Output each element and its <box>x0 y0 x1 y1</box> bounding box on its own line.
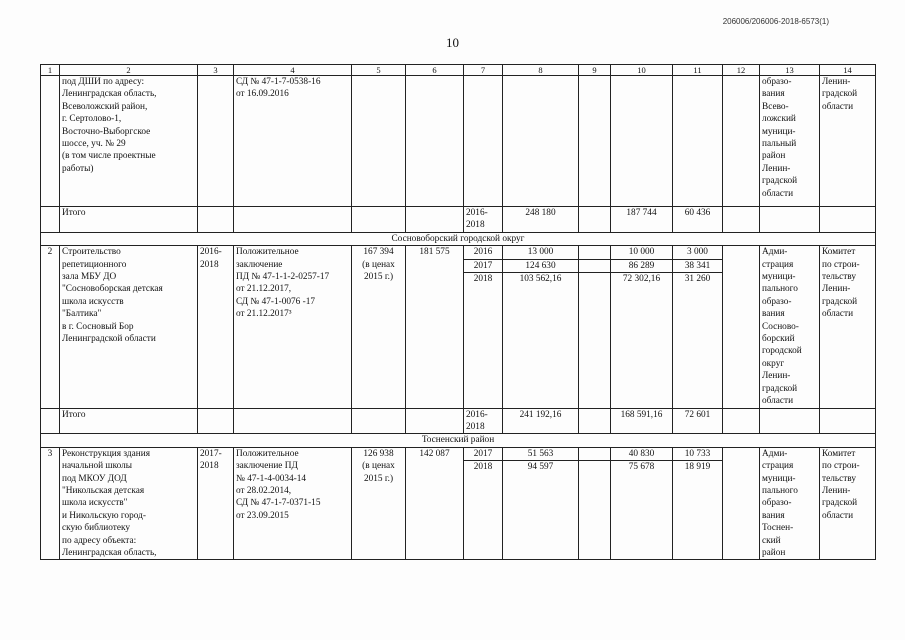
total-amount: 241 192,16 <box>503 408 579 434</box>
investment-table <box>40 64 876 560</box>
year-cell: 2018 <box>464 272 503 285</box>
row-number: 2 <box>41 246 60 408</box>
col-header: 10 <box>611 65 673 76</box>
total-years: 2016- 2018 <box>464 408 503 434</box>
local-cell: 38 341 <box>673 259 723 272</box>
local-cell: 31 260 <box>673 272 723 285</box>
col-header: 14 <box>820 65 876 76</box>
col-header: 13 <box>760 65 820 76</box>
col-header: 2 <box>60 65 198 76</box>
row-number: 3 <box>41 447 60 560</box>
expertise-conclusion: СД № 47-1-7-0538-16 от 16.09.2016 <box>234 76 352 207</box>
local-cell: 18 919 <box>673 460 723 473</box>
col-header: 12 <box>723 65 760 76</box>
section-heading: Сосновоборский городской округ <box>41 232 876 245</box>
amount-cell: 94 597 <box>503 460 579 473</box>
year-cell: 2018 <box>464 460 503 473</box>
col-header: 8 <box>503 65 579 76</box>
page-number: 10 <box>446 35 459 50</box>
expertise-conclusion: Положительное заключение ПД № 47-1-4-0034-14 от 28.02.2014, СД № 47-1-7-0371-15 от 23.09.2015 <box>234 447 352 560</box>
amount-cell: 51 563 <box>527 448 554 459</box>
total-row <box>41 207 876 233</box>
regional-cell: 86 289 <box>611 259 673 272</box>
table-row <box>41 447 876 560</box>
construction-period: 2017- 2018 <box>198 447 234 560</box>
regional-cell: 72 302,16 <box>611 272 673 285</box>
customer-cell: образо- вания Всево- ложский муници- пальный район Ленин- градской области <box>760 76 820 207</box>
amount-cell: 103 562,16 <box>503 272 579 285</box>
estimated-cost: 167 394 (в ценах 2015 г.) <box>352 246 406 408</box>
customer-cell: Адми- страция муници- пального образо- вания Тоснен- ский район <box>760 447 820 560</box>
current-cost: 142 087 <box>406 447 464 560</box>
expertise-conclusion: Положительное заключение ПД № 47-1-1-2-0257-17 от 21.12.2017, СД № 47-1-0076 -17 от 21.12.2017³ <box>234 246 352 408</box>
object-description: Строительство репетиционного зала МБУ ДО "Сосновоборская детская школа искусств "Балтика" в г. Сосновый Бор Ленинградской области <box>60 246 198 408</box>
object-description: под ДШИ по адресу: Ленинградская область, Всеволожский район, г. Сертолово-1, Восточно-Выборгское шоссе, уч. № 29 (в том числе проектные работы) <box>60 76 198 207</box>
table-row <box>41 76 876 207</box>
year-cell: 2016 <box>473 247 493 258</box>
table-row <box>41 246 876 408</box>
customer-cell: Адми- страция муници- пального образо- вания Сосново- борский городской округ Ленин- градской области <box>760 246 820 408</box>
estimated-cost: 126 938 (в ценах 2015 г.) <box>352 447 406 560</box>
total-row <box>41 408 876 434</box>
local-cell: 10 733 <box>684 448 711 459</box>
col-header: 3 <box>198 65 234 76</box>
col-header: 9 <box>579 65 611 76</box>
column-number-row <box>41 65 876 76</box>
col-header: 5 <box>352 65 406 76</box>
col-header: 11 <box>673 65 723 76</box>
col-header: 6 <box>406 65 464 76</box>
section-heading: Тосненский район <box>41 434 876 447</box>
col-header: 7 <box>464 65 503 76</box>
amount-cell: 13 000 <box>527 247 554 258</box>
total-amount: 248 180 <box>503 207 579 233</box>
total-label: Итого <box>60 408 198 434</box>
year-cell: 2017 <box>473 448 493 459</box>
section-row <box>41 232 876 245</box>
total-label: Итого <box>60 207 198 233</box>
responsible-cell: Комитет по строи- тельству Ленин- градской области <box>820 447 876 560</box>
amount-cell: 124 630 <box>503 259 579 272</box>
total-local: 60 436 <box>673 207 723 233</box>
col-header: 1 <box>41 65 60 76</box>
regional-cell: 10 000 <box>628 247 655 258</box>
responsible-cell: Комитет по строи- тельству Ленин- градской области <box>820 246 876 408</box>
col-header: 4 <box>234 65 352 76</box>
year-cell: 2017 <box>464 259 503 272</box>
regional-cell: 40 830 <box>628 448 655 459</box>
total-regional: 187 744 <box>611 207 673 233</box>
local-cell: 3 000 <box>687 247 708 258</box>
object-description: Реконструкция здания начальной школы под МКОУ ДОД "Никольская детская школа искусств" и Никольскую город- скую библиотеку по адресу объекта: Ленинградская область, <box>60 447 198 560</box>
total-local: 72 601 <box>673 408 723 434</box>
section-row <box>41 434 876 447</box>
regional-cell: 75 678 <box>611 460 673 473</box>
total-years: 2016- 2018 <box>464 207 503 233</box>
responsible-cell: Ленин- градской области <box>820 76 876 207</box>
total-regional: 168 591,16 <box>611 408 673 434</box>
document-id: 206006/206006-2018-6573(1) <box>722 17 829 26</box>
current-cost: 181 575 <box>406 246 464 408</box>
construction-period: 2016- 2018 <box>198 246 234 408</box>
